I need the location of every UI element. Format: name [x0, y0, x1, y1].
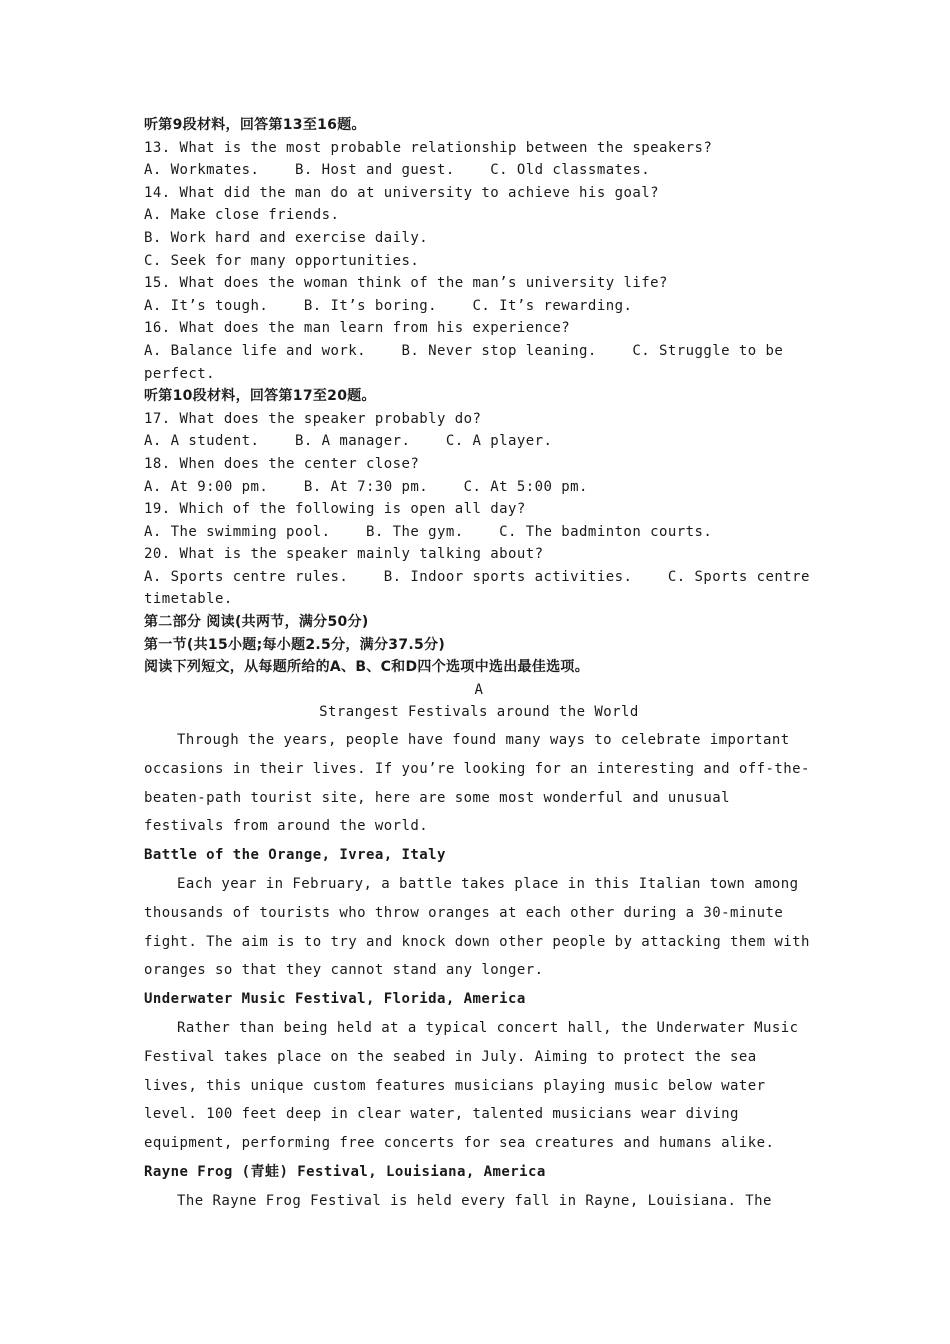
question-19-options: A. The swimming pool. B. The gym. C. The badminton courts.	[144, 523, 713, 540]
question-16: 16. What does the man learn from his experience?	[144, 320, 571, 337]
question-19: 19. Which of the following is open all day?	[144, 501, 526, 518]
festival-heading-underwater: Underwater Music Festival, Florida, America	[144, 991, 526, 1008]
question-18-options: A. At 9:00 pm. B. At 7:30 pm. C. At 5:00 pm.	[144, 478, 588, 495]
question-17: 17. What does the speaker probably do?	[144, 410, 482, 427]
part2-instruction: 阅读下列短文，从每题所给的A、B、C和D四个选项中选出最佳选项。	[144, 659, 589, 676]
section9-header: 听第9段材料，回答第13至16题。	[144, 117, 366, 133]
question-20-options-cont: timetable.	[144, 591, 233, 608]
festival-text-underwater: Rather than being held at a typical concert hall, the Underwater Music Festival takes place on the seabed in July. Aiming to protect the sea lives, this unique custom features musicians playing music below water level. 100 feet deep in clear water, talented musicians wear diving equipment, performing free concerts for sea creatures and humans alike.	[144, 1020, 799, 1152]
document-page	[144, 114, 814, 1216]
passage-letter: A	[474, 681, 484, 698]
question-14-option-b: B. Work hard and exercise daily.	[144, 229, 429, 246]
section10-header: 听第10段材料，回答第17至20题。	[144, 388, 376, 405]
question-13: 13. What is the most probable relationship between the speakers?	[144, 139, 713, 156]
question-17-options: A. A student. B. A manager. C. A player.	[144, 433, 553, 450]
part2-title: 第二部分 阅读(共两节，满分50分)	[144, 614, 369, 631]
question-14-option-a: A. Make close friends.	[144, 207, 340, 224]
passage-title: Strangest Festivals around the World	[319, 704, 639, 721]
question-20-options: A. Sports centre rules. B. Indoor sports activities. C. Sports centre	[144, 568, 810, 585]
festival-heading-frog: Rayne Frog (青蛙) Festival, Louisiana, America	[144, 1163, 546, 1180]
question-16-options-cont: perfect.	[144, 365, 216, 382]
question-16-options: A. Balance life and work. B. Never stop leaning. C. Struggle to be	[144, 342, 784, 359]
question-15-options: A. It’s tough. B. It’s boring. C. It’s rewarding.	[144, 297, 633, 314]
question-15: 15. What does the woman think of the man’s university life?	[144, 275, 668, 292]
question-14-option-c: C. Seek for many opportunities.	[144, 252, 420, 269]
question-13-options: A. Workmates. B. Host and guest. C. Old classmates.	[144, 162, 651, 179]
question-18: 18. When does the center close?	[144, 455, 420, 472]
festival-heading-orange: Battle of the Orange, Ivrea, Italy	[144, 847, 446, 864]
festival-text-orange: Each year in February, a battle takes place in this Italian town among thousands of tourists who throw oranges at each other during a 30-minute fight. The aim is to try and knock down other people by attacking them with oranges so that they cannot stand any longer.	[144, 876, 810, 979]
festival-text-frog: The Rayne Frog Festival is held every fall in Rayne, Louisiana. The	[177, 1192, 772, 1209]
part2-section1: 第一节(共15小题;每小题2.5分，满分37.5分)	[144, 636, 446, 653]
question-20: 20. What is the speaker mainly talking about?	[144, 546, 544, 563]
passage-intro: Through the years, people have found many ways to celebrate important occasions in their lives. If you’re looking for an interesting and off-the-beaten-path tourist site, here are some most wonderful and unusual festivals from around the world.	[144, 732, 810, 835]
question-14: 14. What did the man do at university to achieve his goal?	[144, 184, 659, 201]
